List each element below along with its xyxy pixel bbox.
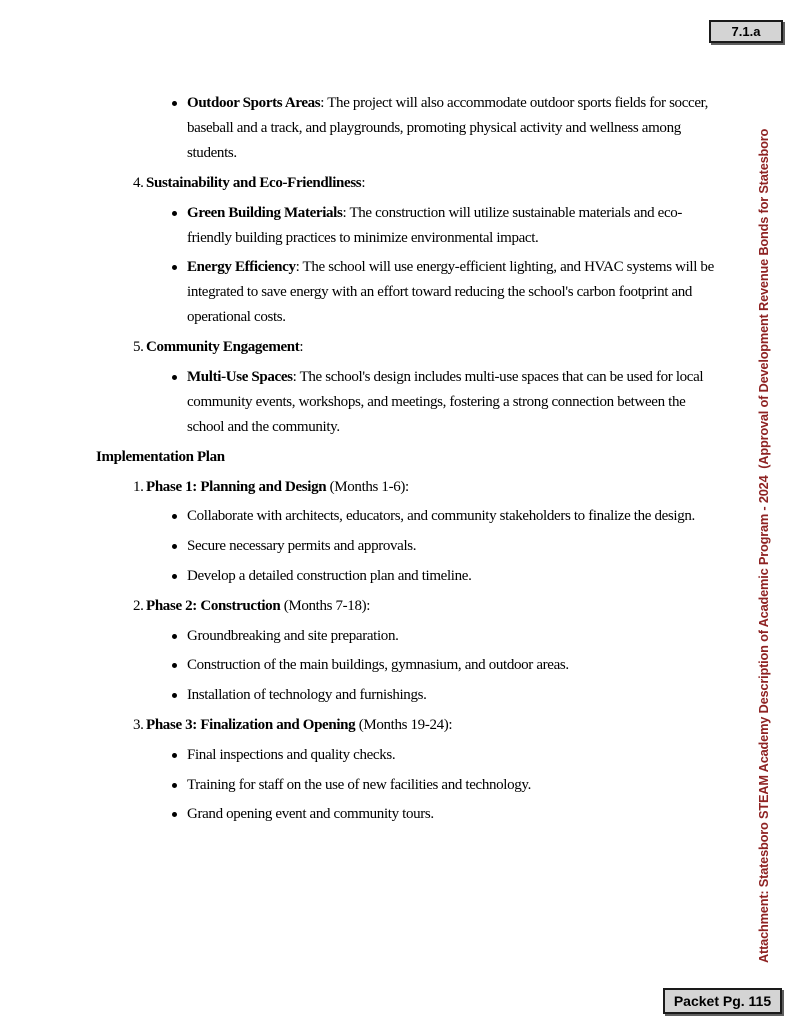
numbered-list-item (96, 475, 718, 500)
section-heading (96, 445, 718, 470)
item-number: 4. (133, 174, 144, 191)
item-lead-bold: Energy Efficiency (187, 259, 296, 276)
bullet-list-item (96, 653, 718, 678)
bullet-icon (172, 544, 177, 549)
item-text: Phase 2: Construction (Months 7-18): (146, 597, 371, 614)
item-lead-bold: Phase 1: Planning and Design (146, 478, 327, 495)
bullet-list-item (96, 564, 718, 589)
bullet-icon (172, 375, 177, 380)
bullet-list-item (96, 773, 718, 798)
bullet-list-item (96, 365, 718, 440)
bullet-icon (172, 753, 177, 758)
numbered-list-item (96, 171, 718, 196)
item-text: Community Engagement: (146, 339, 304, 356)
bullet-list-item (96, 683, 718, 708)
item-lead-bold: Sustainability and Eco-Friendliness (146, 174, 362, 191)
document-content (96, 91, 718, 832)
item-text: Grand opening event and community tours. (187, 806, 434, 823)
item-text: Implementation Plan (96, 448, 225, 465)
item-text: Multi-Use Spaces: The school's design includes multi-use spaces that can be used for local community events, workshops, and meetings, fostering a strong connection between the school and the community. (187, 368, 704, 435)
item-lead-bold: Phase 3: Finalization and Opening (146, 716, 356, 733)
item-number: 3. (133, 716, 144, 733)
item-text: Phase 1: Planning and Design (Months 1-6): (146, 478, 409, 495)
item-text: Green Building Materials: The construction will utilize sustainable materials and eco-friendly building practices to minimize environmental impact. (187, 204, 683, 246)
item-text: Final inspections and quality checks. (187, 746, 396, 763)
item-text: Sustainability and Eco-Friendliness: (146, 174, 366, 191)
bullet-list-item (96, 201, 718, 251)
item-number: 5. (133, 339, 144, 356)
item-text: Collaborate with architects, educators, and community stakeholders to finalize the design. (187, 508, 695, 525)
bullet-icon (172, 634, 177, 639)
item-number: 1. (133, 478, 144, 495)
bullet-list-item (96, 624, 718, 649)
bullet-icon (172, 663, 177, 668)
numbered-list-item (96, 335, 718, 360)
attachment-sidebar-label: Attachment: Statesboro STEAM Academy Description of Academic Program - 2024 (Approval of Development Revenue Bonds for Statesboro (756, 128, 771, 963)
item-number: 2. (133, 597, 144, 614)
item-text: Secure necessary permits and approvals. (187, 538, 417, 555)
item-text: Installation of technology and furnishings. (187, 687, 427, 704)
bullet-list-item (96, 534, 718, 559)
bullet-icon (172, 514, 177, 519)
packet-page-badge: Packet Pg. 115 (663, 988, 782, 1014)
item-text: Phase 3: Finalization and Opening (Months 19-24): (146, 716, 453, 733)
item-lead-bold: Outdoor Sports Areas (187, 95, 321, 111)
bullet-icon (172, 101, 177, 106)
item-lead-bold: Phase 2: Construction (146, 597, 281, 614)
section-number-badge: 7.1.a (709, 20, 783, 43)
item-text: Training for staff on the use of new facilities and technology. (187, 776, 531, 793)
item-text: Develop a detailed construction plan and timeline. (187, 567, 472, 584)
item-text: Outdoor Sports Areas: The project will also accommodate outdoor sports fields for soccer, baseball and a track, and playgrounds, promoting physical activity and wellness among students. (187, 95, 709, 161)
bullet-list-item (96, 255, 718, 330)
bullet-list-item (96, 743, 718, 768)
bullet-icon (172, 211, 177, 216)
bullet-icon (172, 574, 177, 579)
bullet-icon (172, 783, 177, 788)
bullet-list-item (96, 91, 718, 166)
item-lead-bold: Multi-Use Spaces (187, 368, 293, 385)
bullet-icon (172, 812, 177, 817)
numbered-list-item (96, 713, 718, 738)
item-lead-bold: Green Building Materials (187, 204, 343, 221)
item-lead-bold: Community Engagement (146, 339, 300, 356)
bullet-icon (172, 693, 177, 698)
item-text: Energy Efficiency: The school will use energy-efficient lighting, and HVAC systems will be integrated to save energy with an effort toward reducing the school's carbon footprint and operational costs. (187, 259, 714, 326)
item-text: Construction of the main buildings, gymnasium, and outdoor areas. (187, 657, 569, 674)
numbered-list-item (96, 594, 718, 619)
bullet-icon (172, 265, 177, 270)
bullet-list-item (96, 504, 718, 529)
bullet-list-item (96, 802, 718, 827)
item-text: Groundbreaking and site preparation. (187, 627, 399, 644)
